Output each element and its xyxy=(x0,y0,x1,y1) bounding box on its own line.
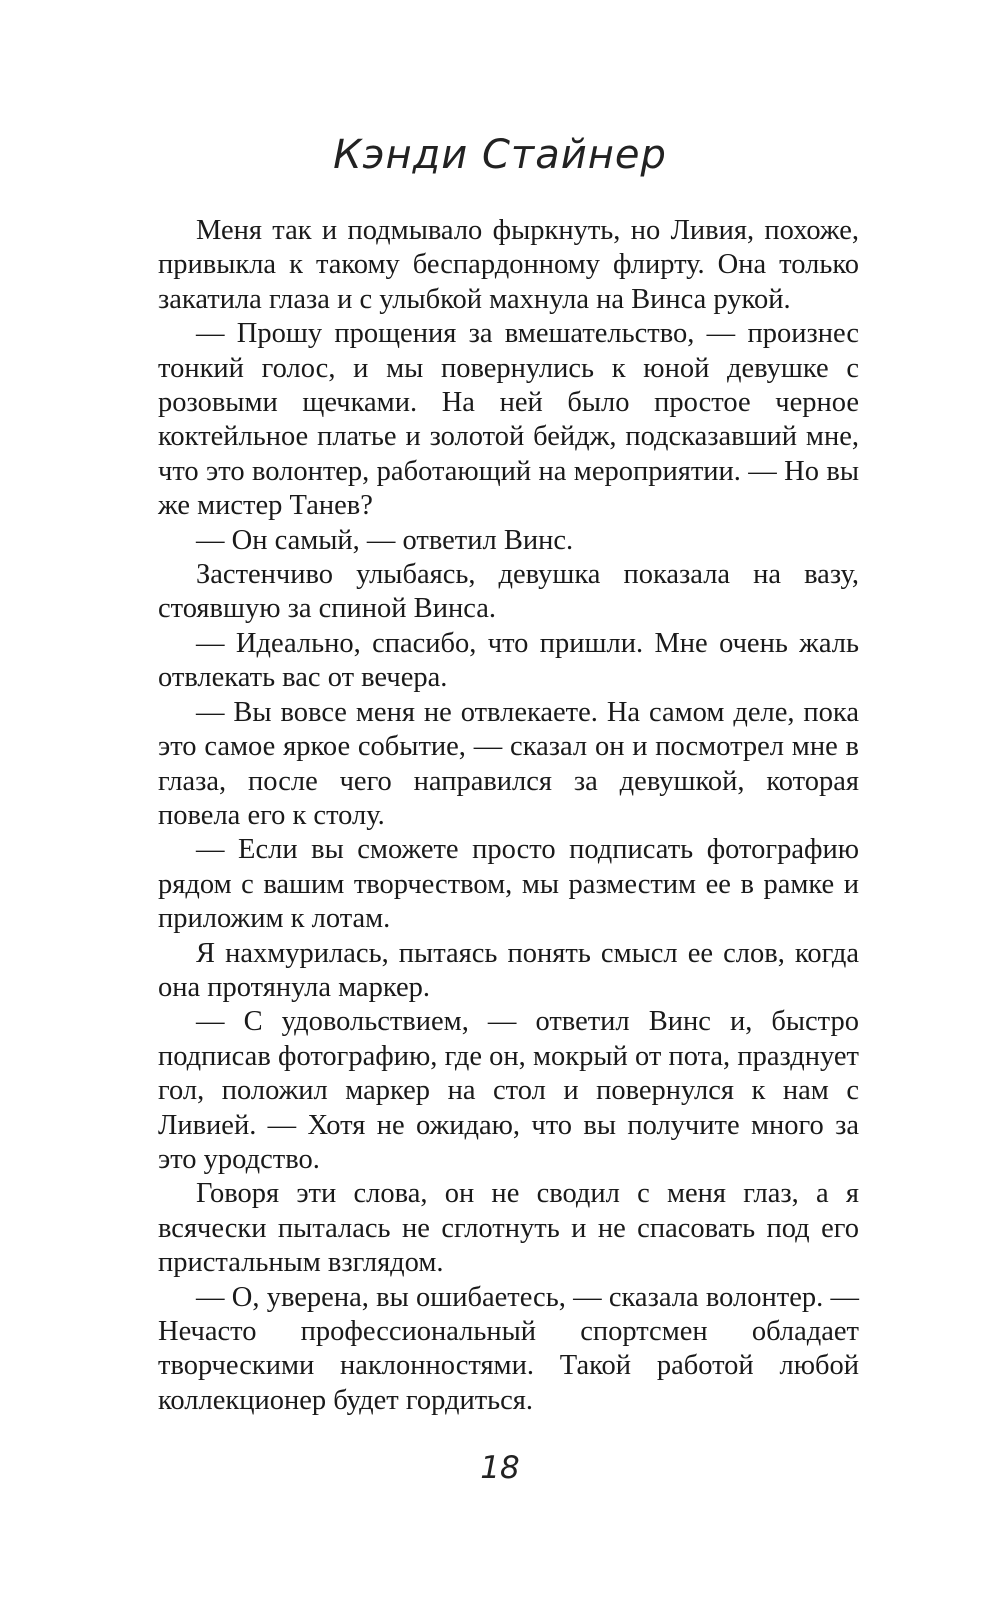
paragraph: Я нахмурилась, пытаясь понять смысл ее слов, когда она протянула маркер. xyxy=(158,937,859,1003)
paragraph: — Прошу прощения за вмешательство, — произнес тонкий голос, и мы повернулись к юной девушке с розовыми щечками. На ней было простое черное коктейльное платье и золотой бейдж, подсказавший мне, что это волонтер, работающий на мероприятии. — Но вы же мистер Танев? xyxy=(158,318,859,522)
paragraph: Застенчиво улыбаясь, девушка показала на вазу, стоявшую за спиной Винса. xyxy=(158,559,859,625)
page-number: 18 xyxy=(480,1450,520,1486)
paragraph: Меня так и подмывало фыркнуть, но Ливия, похоже, привыкла к такому беспардонному флирту. Она только закатила глаза и с улыбкой махнула на Винса рукой. xyxy=(158,215,859,315)
paragraph: — Вы вовсе меня не отвлекаете. На самом деле, пока это самое яркое событие, — сказал он и посмотрел мне в глаза, после чего направился за девушкой, которая повела его к столу. xyxy=(158,696,859,831)
paragraph: — Если вы сможете просто подписать фотографию рядом с вашим творчеством, мы разместим ее в рамке и приложим к лотам. xyxy=(158,834,859,935)
paragraph: Говоря эти слова, он не сводил с меня глаз, а я всячески пыталась не сглотнуть и не спасовать под его пристальным взглядом. xyxy=(158,1178,859,1279)
paragraph: — Он самый, — ответил Винс. xyxy=(196,524,574,556)
body-text xyxy=(158,214,859,1418)
paragraph: — Идеально, спасибо, что пришли. Мне очень жаль отвлекать вас от вечера. xyxy=(158,627,859,694)
running-title: Кэнди Стайнер xyxy=(333,132,667,178)
paragraph: — О, уверена, вы ошибаетесь, — сказала волонтер. — Нечасто профессиональный спортсмен обладает творческими наклонностями. Такой работой любой коллекционер будет гордиться. xyxy=(158,1281,859,1416)
paragraph: — С удовольствием, — ответил Винс и, быстро подписав фотографию, где он, мокрый от пота, празднует гол, положил маркер на стол и повернулся к нам с Ливией. — Хотя не ожидаю, что вы получите много за это уродство. xyxy=(158,1006,859,1175)
